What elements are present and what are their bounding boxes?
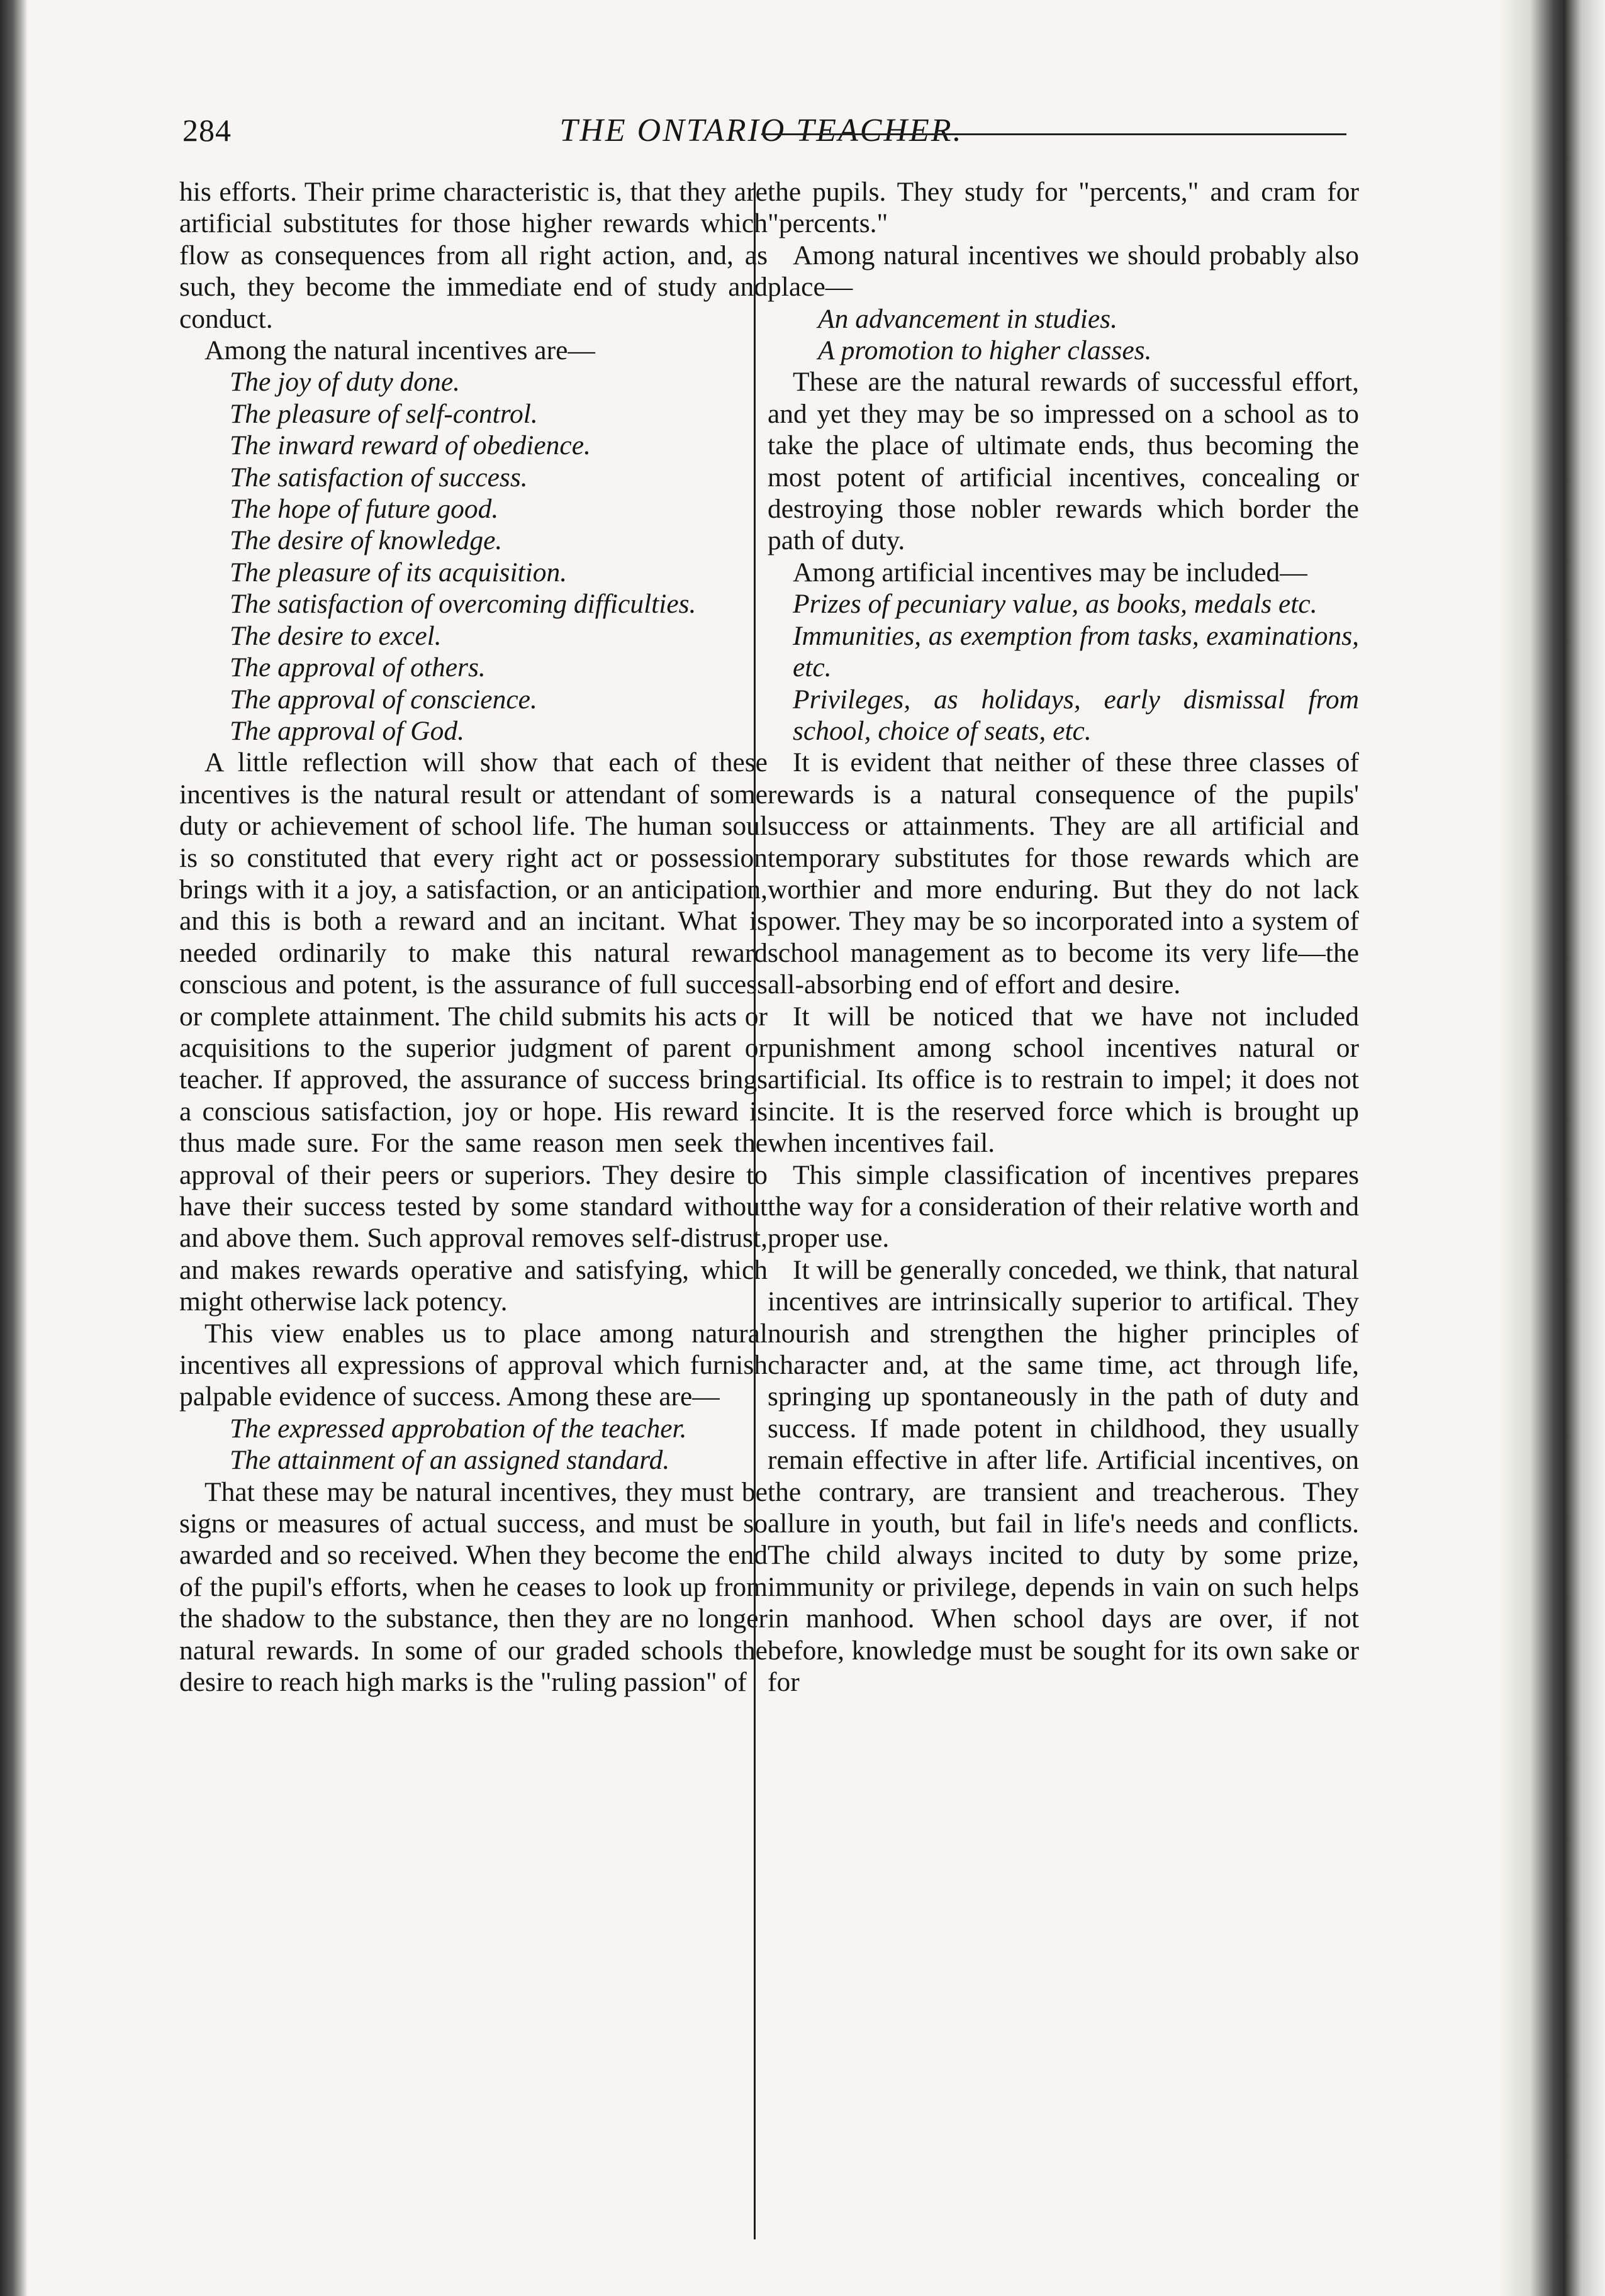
list-item: The satisfaction of success. (230, 462, 528, 493)
paragraph: That these may be natural incentives, they must be signs or measures of actual success, and must be so awarded and so received. When they become the end of the pupil's efforts, when he ceases to look up from the shadow to the substance, then they are no longer natural rewards. In some of our graded schools the desire to reach high marks is the "ruling passion" of (179, 1476, 768, 1698)
paragraph: These are the natural rewards of successful effort, and yet they may be so impressed on a school as to take the place of ultimate ends, thus becoming the most potent of artificial incentives, concealing or destroying those nobler rewards which border the path of duty. (768, 367, 1359, 556)
column-divider (754, 182, 756, 2239)
list-item: Privileges, as holidays, early dismissal from school, choice of seats, etc. (793, 684, 1359, 746)
list-item: The approval of God. (230, 715, 464, 746)
journal-title: THE ONTARIO TEACHER. (559, 113, 963, 148)
paragraph: It is evident that neither of these three classes of rewards is a natural consequence of the pupils' success or attainments. They are all artificial and temporary substitutes for those rewards which are worthier and more enduring. But they do not lack power. They may be so incorporated into a system of school management as to become its very life—the all-absorbing end of effort and desire. (768, 747, 1359, 1000)
list-item: An advancement in studies. (818, 303, 1117, 334)
scan-binding-edge (0, 0, 28, 2296)
right-column (768, 176, 1359, 2252)
list-item: The pleasure of its acquisition. (230, 557, 568, 588)
paragraph: It will be noticed that we have not included punishment among school incentives natural or artificial. Its office is to restrain to impel; it does not incite. It is the reserved force which is brought up when incentives fail. (768, 1001, 1359, 1159)
page-number: 284 (182, 113, 232, 148)
list-item: The attainment of an assigned standard. (230, 1445, 670, 1476)
natural-rewards-list (768, 303, 1359, 367)
paragraph: It will be generally conceded, we think, that natural incentives are intrinsically superior to artifical. They nourish and strengthen the higher principles of character and, at the same time, act through life, springing up spontaneously in the path of duty and success. If made potent in childhood, they usually remain effective in after life. Artificial incentives, on the contrary, are transient and treacherous. They allure in youth, but fail in life's needs and conflicts. The child always incited to duty by some prize, immunity or privilege, depends in vain on such helps in manhood. When school days are over, if not before, knowledge must be sought for its own sake or for (768, 1254, 1359, 1698)
list-item: The joy of duty done. (230, 367, 461, 398)
list-item: The desire to excel. (230, 620, 442, 651)
list-item: The approval of others. (230, 652, 486, 683)
list-item: The satisfaction of overcoming difficulties. (230, 589, 696, 620)
natural-incentives-list (179, 366, 768, 747)
paragraph: Among artificial incentives may be included— (793, 557, 1307, 588)
list-item: The inward reward of obedience. (230, 430, 591, 461)
artificial-incentives-list (768, 588, 1359, 747)
list-item: The pleasure of self-control. (230, 398, 538, 429)
list-item: The hope of future good. (230, 494, 499, 525)
scan-page-edge (1498, 0, 1605, 2296)
paragraph: Among natural incentives we should probably also place— (768, 240, 1359, 303)
left-column (179, 176, 768, 2252)
approval-list (179, 1413, 768, 1476)
paragraph: This view enables us to place among natural incentives all expressions of approval which furnish palpable evidence of success. Among these are— (179, 1318, 768, 1412)
paragraph: This simple classification of incentives prepares the way for a consideration of their relative worth and proper use. (768, 1159, 1359, 1254)
list-item: Immunities, as exemption from tasks, examinations, etc. (793, 620, 1359, 683)
header-rule (761, 133, 1346, 135)
list-item: The approval of conscience. (230, 684, 537, 715)
list-item: A promotion to higher classes. (818, 335, 1152, 366)
paragraph: Among the natural incentives are— (204, 335, 595, 366)
list-item: The desire of knowledge. (230, 525, 503, 556)
list-item: Prizes of pecuniary value, as books, medals etc. (793, 589, 1317, 620)
paragraph: his efforts. Their prime characteristic is, that they are artificial substitutes for those higher rewards which flow as consequences from all right action, and, as such, they become the immediate end of study and conduct. (179, 177, 768, 334)
list-item: The expressed approbation of the teacher. (230, 1413, 687, 1444)
running-head (182, 112, 1340, 162)
paragraph: the pupils. They study for "percents," and cram for "percents." (768, 177, 1359, 239)
paragraph: A little reflection will show that each of these incentives is the natural result or attendant of some duty or achievement of school life. The human soul is so constituted that every right act or possession brings with it a joy, a satisfaction, or an anticipation, and this is both a reward and an incitant. What is needed ordinarily to make this natural reward conscious and potent, is the assurance of full success or complete attainment. The child submits his acts or acquisitions to the superior judgment of parent or teacher. If approved, the assurance of success brings a conscious satisfaction, joy or hope. His reward is thus made sure. For the same reason men seek the approval of their peers or superiors. They desire to have their success tested by some standard without and above them. Such approval removes self-distrust, and makes rewards operative and satisfying, which might otherwise lack potency. (179, 747, 768, 1317)
